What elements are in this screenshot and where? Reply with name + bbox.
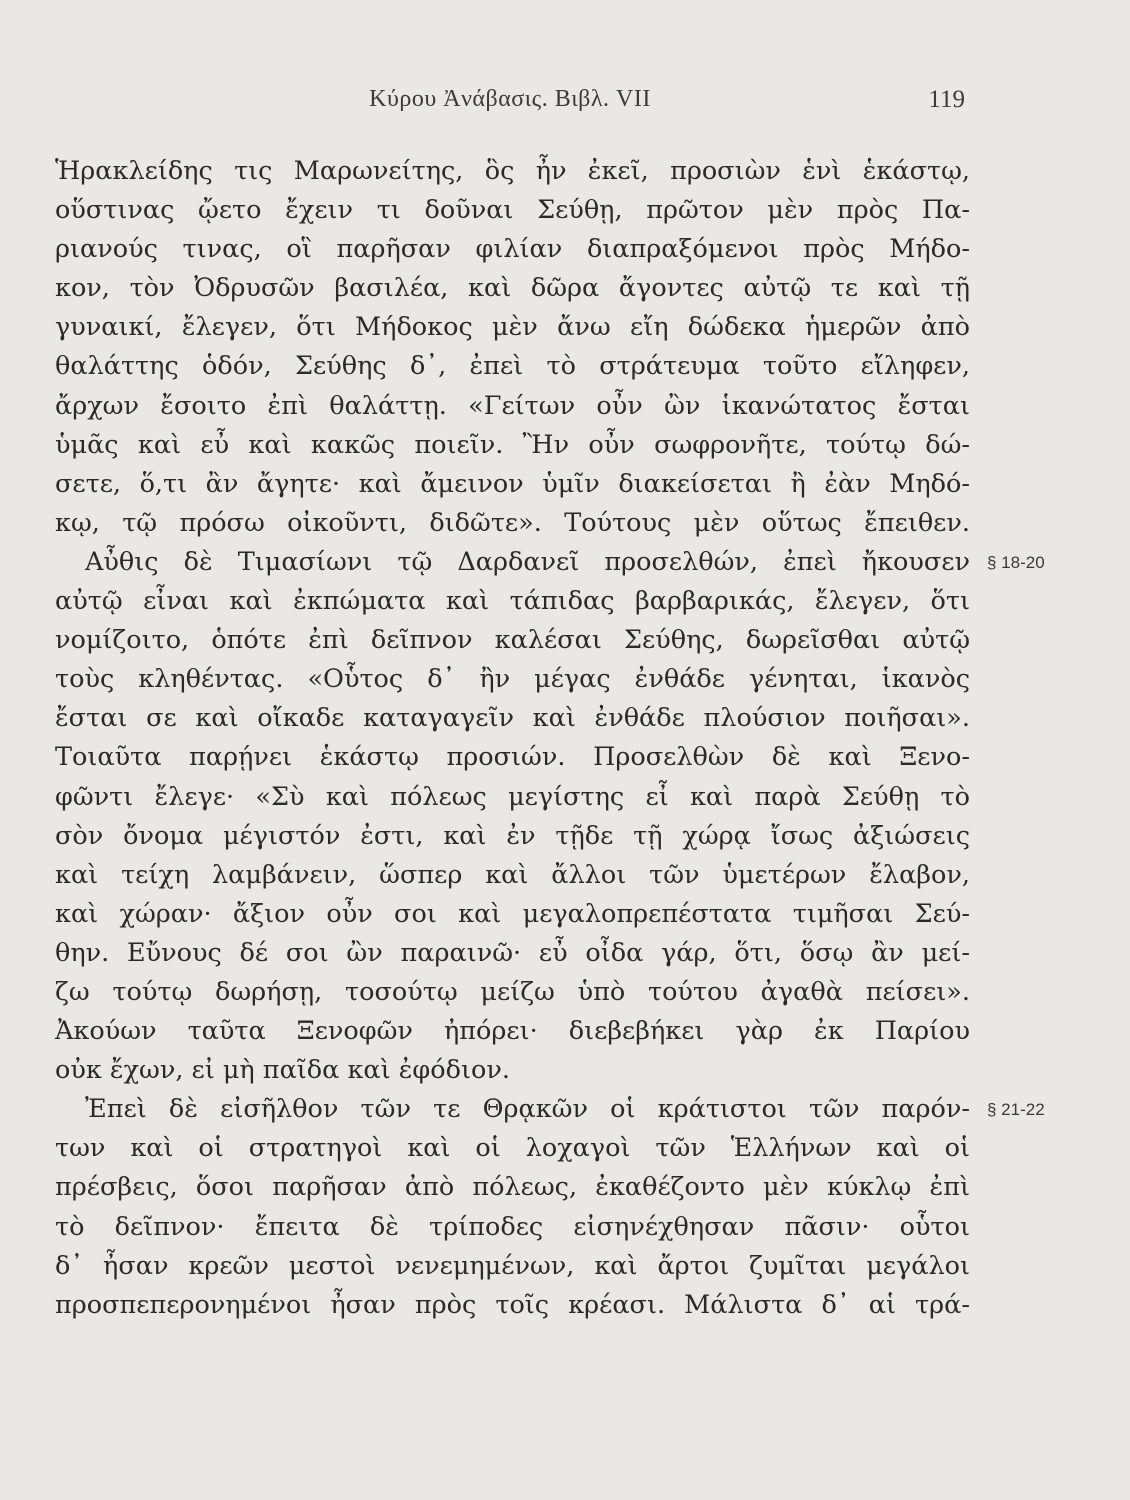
text-line-content: κῳ, τῷ πρόσω οἰκοῦντι, διδῶτε». Τούτους μὲν οὕτως ἔπειθεν. [55, 507, 970, 538]
text-line [55, 191, 970, 230]
text-line-content: θην. Εὔνους δέ σοι ὢν παραινῶ· εὖ οἶδα γάρ, ὅτι, ὅσῳ ἂν μεί- [55, 937, 970, 968]
text-line-content: ἄρχων ἔσοιτο ἐπὶ θαλάττῃ. «Γείτων οὖν ὢν ἱκανώτατος ἔσται [55, 390, 970, 421]
text-line-content: θαλάττης ὁδόν, Σεύθης δ᾽, ἐπεὶ τὸ στράτευμα τοῦτο εἴληφεν, [55, 351, 970, 382]
text-line [55, 973, 970, 1012]
text-line-content: αὐτῷ εἶναι καὶ ἐκπώματα καὶ τάπιδας βαρβαρικάς, ἔλεγεν, ὅτι [55, 586, 970, 617]
text-line [55, 817, 970, 856]
text-line [55, 1286, 970, 1325]
text-line [55, 465, 970, 504]
text-line [55, 543, 1045, 582]
text-line [55, 1247, 970, 1286]
text-line-content: δ᾽ ἦσαν κρεῶν μεστοὶ νενεμημένων, καὶ ἄρτοι ζυμῖται μεγάλοι [55, 1250, 970, 1281]
text-line [55, 269, 970, 308]
text-line-content: τὸ δεῖπνον· ἔπειτα δὲ τρίποδες εἰσηνέχθησαν πᾶσιν· οὗτοι [55, 1211, 970, 1242]
text-line [55, 699, 970, 738]
text-line [55, 738, 970, 777]
text-line-content: τοὺς κληθέντας. «Οὗτος δ᾽ ἢν μέγας ἐνθάδε γένηται, ἱκανὸς [55, 664, 970, 695]
text-line [55, 660, 970, 699]
text-line-content: Ἐπεὶ δὲ εἰσῆλθον τῶν τε Θρᾳκῶν οἱ κράτιστοι τῶν παρόν- [85, 1094, 970, 1125]
text-line-content: οὐκ ἔχων, εἰ μὴ παῖδα καὶ ἐφόδιον. [55, 1055, 510, 1086]
text-line-content: καὶ χώραν· ἄξιον οὖν σοι καὶ μεγαλοπρεπέστατα τιμῆσαι Σεύ- [55, 898, 970, 929]
text-line-content: ὑμᾶς καὶ εὖ καὶ κακῶς ποιεῖν. Ἢν οὖν σωφρονῆτε, τούτῳ δώ- [55, 429, 970, 460]
text-line [55, 1129, 970, 1168]
text-line [55, 426, 970, 465]
text-line [55, 582, 970, 621]
text-line-content: των καὶ οἱ στρατηγοὶ καὶ οἱ λοχαγοὶ τῶν Ἑλλήνων καὶ οἱ [55, 1133, 970, 1164]
text-line [55, 1168, 970, 1207]
text-line [55, 1012, 970, 1051]
text-line [55, 934, 970, 973]
running-title: Κύρου Ἀνάβασις. Βιβλ. VII [369, 86, 651, 112]
text-line-content: νομίζοιτο, ὁπότε ἐπὶ δεῖπνον καλέσαι Σεύθης, δωρεῖσθαι αὐτῷ [55, 625, 970, 656]
text-line-content: Τοιαῦτα παρῄνει ἑκάστῳ προσιών. Προσελθὼν δὲ καὶ Ξενο- [55, 742, 970, 773]
text-line [55, 778, 970, 817]
text-line [55, 1208, 970, 1247]
text-line-content: κον, τὸν Ὀδρυσῶν βασιλέα, καὶ δῶρα ἄγοντες αὐτῷ τε καὶ τῇ [55, 273, 970, 304]
text-line [55, 152, 970, 191]
text-line [55, 1090, 1045, 1129]
text-line-content: οὕστινας ᾤετο ἔχειν τι δοῦναι Σεύθῃ, πρῶτον μὲν πρὸς Πα- [55, 195, 970, 226]
text-line-content: ζω τούτῳ δωρήσῃ, τοσούτῳ μείζω ὑπὸ τούτου ἀγαθὰ πείσει». [55, 976, 970, 1007]
text-line-content: ριανούς τινας, οἳ παρῆσαν φιλίαν διαπραξόμενοι πρὸς Μήδο- [55, 234, 970, 265]
text-line-content: ἔσται σε καὶ οἴκαδε καταγαγεῖν καὶ ἐνθάδε πλούσιον ποιῆσαι». [55, 703, 970, 734]
text-line-content: προσπεπερονημένοι ἦσαν πρὸς τοῖς κρέασι. Μάλιστα δ᾽ αἱ τρά- [55, 1289, 970, 1320]
text-line-content: φῶντι ἔλεγε· «Σὺ καὶ πόλεως μεγίστης εἶ καὶ παρὰ Σεύθῃ τὸ [55, 781, 970, 812]
text-line-content: Αὖθις δὲ Τιμασίωνι τῷ Δαρδανεῖ προσελθών, ἐπεὶ ἤκουσεν [85, 546, 970, 577]
text-line [55, 895, 970, 934]
text-line-content: πρέσβεις, ὅσοι παρῆσαν ἀπὸ πόλεως, ἐκαθέζοντο μὲν κύκλῳ ἐπὶ [55, 1172, 970, 1203]
text-line [55, 1051, 970, 1090]
page-number: 119 [928, 86, 965, 113]
text-line-content: γυναικί, ἔλεγεν, ὅτι Μήδοκος μὲν ἄνω εἴη δώδεκα ἡμερῶν ἀπὸ [55, 312, 970, 343]
text-line-content: καὶ τείχη λαμβάνειν, ὥσπερ καὶ ἄλλοι τῶν ὑμετέρων ἔλαβον, [55, 859, 970, 890]
text-line [55, 347, 970, 386]
text-line-content: σὸν ὄνομα μέγιστόν ἐστι, καὶ ἐν τῇδε τῇ χώρᾳ ἴσως ἀξιώσεις [55, 820, 970, 851]
text-line [55, 387, 970, 426]
text-line [55, 230, 970, 269]
text-line [55, 308, 970, 347]
page-header [55, 86, 965, 122]
text-line-content: Ἀκούων ταῦτα Ξενοφῶν ἠπόρει· διεβεβήκει γὰρ ἐκ Παρίου [55, 1016, 970, 1047]
text-line-content: σετε, ὅ,τι ἂν ἄγητε· καὶ ἄμεινον ὑμῖν διακείσεται ἢ ἐὰν Μηδό- [55, 468, 970, 499]
section-margin-note: § 21-22 [987, 1100, 1045, 1120]
body-text [55, 152, 1045, 1325]
text-line [55, 621, 970, 660]
text-line [55, 504, 970, 543]
text-line-content: Ἡρακλείδης τις Μαρωνείτης, ὃς ἦν ἐκεῖ, προσιὼν ἑνὶ ἑκάστῳ, [55, 156, 970, 186]
section-margin-note: § 18-20 [987, 552, 1045, 572]
text-line [55, 856, 970, 895]
